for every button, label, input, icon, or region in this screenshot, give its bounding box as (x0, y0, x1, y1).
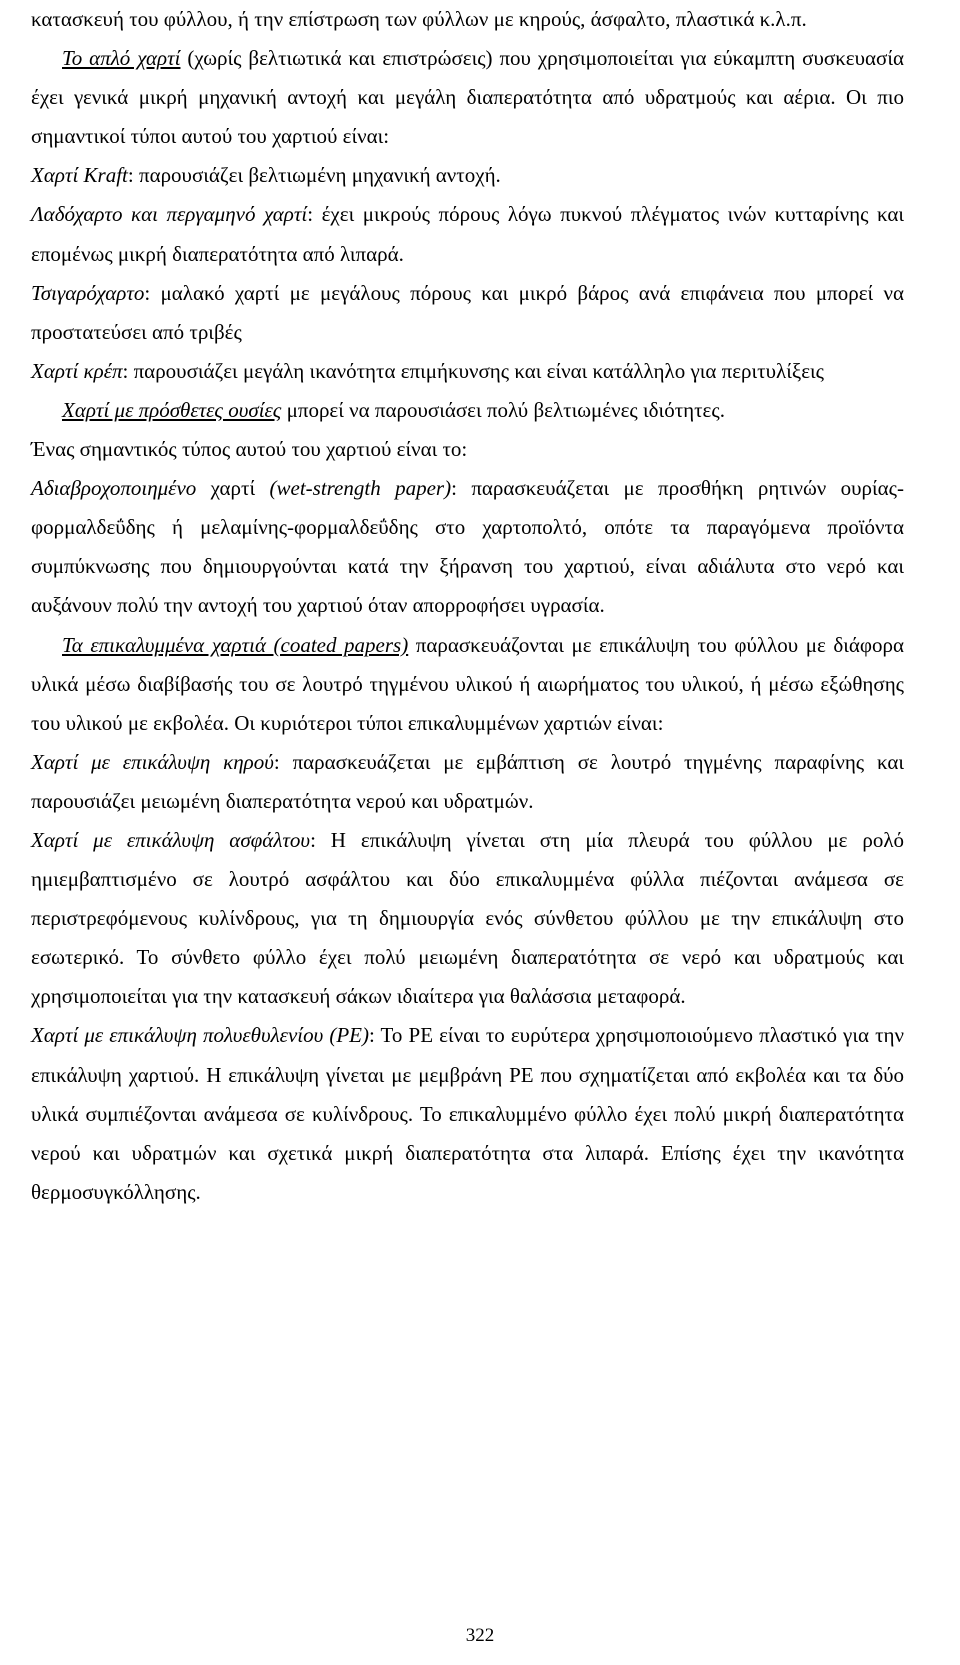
term-wax: Χαρτί με επικάλυψη κηρού (31, 749, 274, 774)
paragraph-wax: Χαρτί με επικάλυψη κηρού: παρασκευάζεται με εμβάπτιση σε λουτρό τηγμένης παραφίνης και παρουσιάζει μειωμένη διαπερατότητα νερού και υδρατμών. (31, 749, 904, 813)
term-pe: Χαρτί με επικάλυψη πολυεθυλενίου (PE) (31, 1023, 369, 1048)
paragraph-1: κατασκευή του φύλλου, ή την επίστρωση των φύλλων με κηρούς, άσφαλτο, πλαστικά κ.λ.π. (31, 7, 807, 31)
body-text (31, 0, 904, 1212)
term-greaseproof: Λαδόχαρτο και περγαμηνό χαρτί (31, 202, 308, 227)
paragraph-important-type: Ένας σημαντικός τύπος αυτού του χαρτιού είναι το: (31, 437, 468, 462)
term-asphalt: Χαρτί με επικάλυψη ασφάλτου (31, 827, 311, 852)
term-tissue: Τσιγαρόχαρτο (31, 280, 145, 305)
term-crepe: Χαρτί κρέπ (31, 358, 123, 383)
term-coated: Τα επικαλυμμένα χαρτιά (coated papers) (62, 632, 409, 657)
paragraph-plain-paper: Το απλό χαρτί (χωρίς βελτιωτικά και επιστρώσεις) που χρησιμοποιείται για εύκαμπτη συσκευασία έχει γενικά μικρή μηχανική αντοχή και μεγάλη διαπερατότητα από υδρατμούς και αέρια. Οι πιο σημαντικοί τύποι αυτού του χαρτιού είναι: (31, 46, 904, 149)
term-wet-strength: Αδιαβροχοποιημένο (31, 476, 197, 501)
paragraph-kraft: Χαρτί Kraft: παρουσιάζει βελτιωμένη μηχανική αντοχή. (31, 163, 501, 188)
paragraph-pe: Χαρτί με επικάλυψη πολυεθυλενίου (PE): Το PE είναι το ευρύτερα χρησιμοποιούμενο πλαστικό για την επικάλυψη χαρτιού. Η επικάλυψη γίνεται με μεμβράνη PE που σχηματίζεται από εκβολέα και τα δύο υλικά συμπιέζονται ανάμεσα σε κυλίνδρους. Το επικαλυμμένο φύλλο έχει πολύ μικρή διαπερατότητα νερού και υδρατμών και σχετικά μικρή διαπερατότητα στα λιπαρά. Επίσης έχει την ικανότητα θερμοσυγκόλλησης. (31, 1023, 904, 1204)
paragraph-tissue: Τσιγαρόχαρτο: μαλακό χαρτί με μεγάλους πόρους και μικρό βάρος ανά επιφάνεια που μπορεί να προστατεύσει από τριβές (31, 280, 904, 344)
term-additives: Χαρτί με πρόσθετες ουσίες (62, 397, 282, 422)
paragraph-additives: Χαρτί με πρόσθετες ουσίες μπορεί να παρουσιάσει πολύ βελτιωμένες ιδιότητες. (62, 397, 725, 422)
term-wet-strength-en: (wet-strength paper) (269, 476, 452, 501)
paragraph-greaseproof: Λαδόχαρτο και περγαμηνό χαρτί: έχει μικρούς πόρους λόγω πυκνού πλέγματος ινών κυτταρίνης και επομένως μικρή διαπερατότητα από λιπαρά. (31, 202, 904, 266)
paragraph-crepe: Χαρτί κρέπ: παρουσιάζει μεγάλη ικανότητα επιμήκυνσης και είναι κατάλληλο για περιτυλίξεις (31, 358, 825, 383)
paragraph-wet-strength: Αδιαβροχοποιημένο χαρτί (wet-strength paper): παρασκευάζεται με προσθήκη ρητινών ουρίας-φορμαλδεΰδης ή μελαμίνης-φορμαλδεΰδης στο χαρτοπολτό, οπότε τα παραγόμενα προϊόντα συμπύκνωσης που δημιουργούνται κατά την ξήρανση του χαρτιού, είναι αδιάλυτα στο νερό και αυξάνουν πολύ την αντοχή του χαρτιού όταν απορροφήσει υγρασία. (31, 476, 904, 618)
paragraph-asphalt: Χαρτί με επικάλυψη ασφάλτου: Η επικάλυψη γίνεται στη μία πλευρά του φύλλου με ρολό ημιεμβαπτισμένο σε λουτρό ασφάλτου και δύο επικαλυμμένα φύλλα πιέζονται ανάμεσα σε περιστρεφόμενους κυλίνδρους, για τη δημιουργία ενός σύνθετου φύλλου με την επικάλυψη στο εσωτερικό. Το σύνθετο φύλλο έχει πολύ μειωμένη διαπερατότητα σε νερό και υδρατμούς και χρησιμοποιείται για την κατασκευή σάκων ιδιαίτερα για θαλάσσια μεταφορά. (31, 827, 904, 1009)
paragraph-coated: Τα επικαλυμμένα χαρτιά (coated papers) παρασκευάζονται με επικάλυψη του φύλλου με διάφορα υλικά μέσω διαβίβασής του σε λουτρό τηγμένου υλικού ή αιωρήματος του υλικού, ή μέσω εξώθησης του υλικού με εκβολέα. Οι κυριότεροι τύποι επικαλυμμένων χαρτιών είναι: (31, 632, 904, 735)
page-number: 322 (465, 1625, 495, 1646)
term-plain-paper: Το απλό χαρτί (62, 46, 181, 71)
term-kraft: Χαρτί Kraft (31, 163, 128, 188)
